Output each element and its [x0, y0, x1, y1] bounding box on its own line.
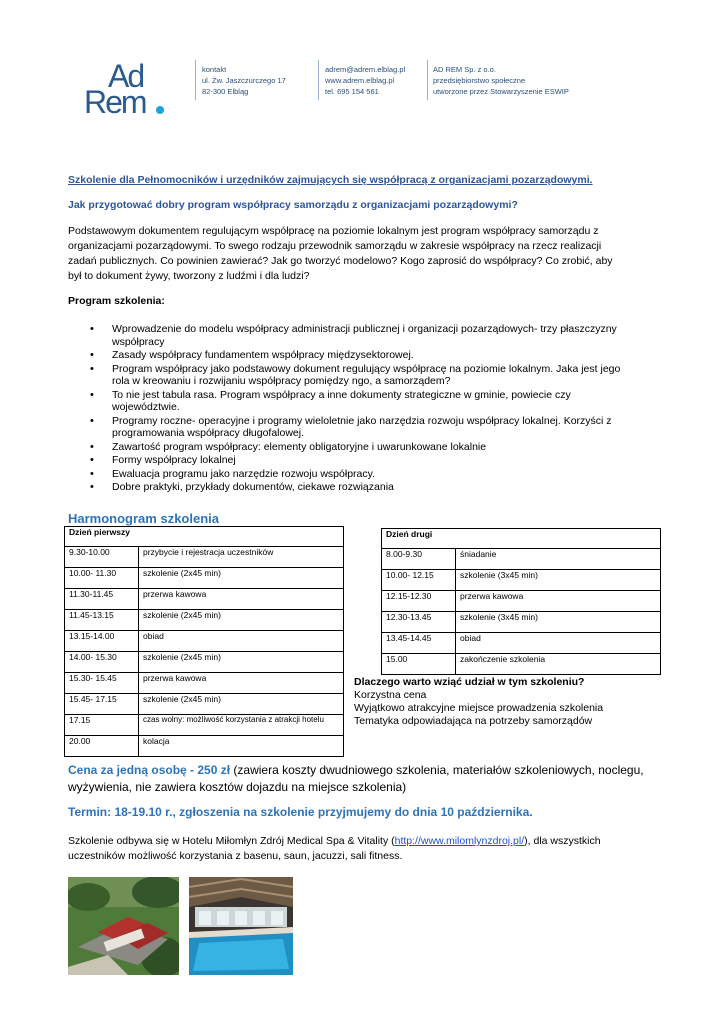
- header-online: [325, 64, 405, 97]
- table-row: 13.45-14.45 obiad: [382, 633, 661, 654]
- header-divider: [195, 60, 196, 100]
- table-row: 12.30-13.45 szkolenie (3x45 min): [382, 612, 661, 633]
- table-row: 15.45- 17.15 szkolenie (2x45 min): [65, 694, 344, 715]
- list-item: • Zasady współpracy fundamentem współpracy międzysektorowej.: [68, 349, 668, 362]
- table-row: 15.00 zakończenie szkolenia: [382, 654, 661, 675]
- intro-line: organizacjami pozarządowymi. To swego rodzaju przewodnik samorządu w zakresie współpracy na rzecz realizacji: [68, 240, 602, 252]
- header-phone: tel. 695 154 561: [325, 87, 379, 96]
- table-row: 8.00-9.30 śniadanie: [382, 549, 661, 570]
- header-company-line: AD REM Sp. z o.o.: [433, 65, 496, 74]
- hotel-aerial-photo: [68, 877, 179, 975]
- price-details: (zawiera koszty dwudniowego szkolenia, materiałów szkoleniowych, noclegu,: [230, 763, 644, 777]
- table-row: 11.45-13.15 szkolenie (2x45 min): [65, 610, 344, 631]
- intro-line: Podstawowym dokumentem regulującym współpracę na poziomie lokalnym jest program współpracy samorządu z: [68, 225, 599, 237]
- table-row: 13.15-14.00 obiad: [65, 631, 344, 652]
- day2-table: [381, 528, 661, 675]
- list-item: • Dobre praktyki, przykłady dokumentów, ciekawe rozwiązania: [68, 481, 668, 494]
- list-item: • Ewaluacja programu jako narzędzie rozwoju współpracy.: [68, 468, 668, 481]
- header-contact-line: ul. Żw. Jaszczurczego 17: [202, 76, 286, 85]
- header-divider: [427, 60, 428, 100]
- schedule-heading: Harmonogram szkolenia: [68, 511, 219, 526]
- table-row: 9.30-10.00 przybycie i rejestracja uczestników: [65, 547, 344, 568]
- table-row: 17.15 czas wolny: możliwość korzystania z atrakcji hotelu: [65, 715, 344, 736]
- price-details-2: wyżywienia, nie zawiera kosztów dojazdu na miejsce szkolenia): [68, 780, 407, 794]
- header-company: [433, 64, 569, 97]
- hotel-info: Szkolenie odbywa się w Hotelu Miłomłyn Zdrój Medical Spa & Vitality (http://www.milomlynzdroj.pl/), dla wszystkich uczestników możliwość korzystania z basenu, saun, jacuzzi, sali fitness.: [68, 835, 601, 862]
- table-row: 12.15-12.30 przerwa kawowa: [382, 591, 661, 612]
- header-contact-line: 82-300 Elbląg: [202, 87, 249, 96]
- table-row: 10.00- 12.15 szkolenie (3x45 min): [382, 570, 661, 591]
- list-item: • To nie jest tabula rasa. Program współpracy a inne dokumenty strategiczne w gminie, powiecie czy województwie.: [68, 389, 668, 414]
- intro-line: był to dokument żywy, tworzony z ludźmi i dla ludzi?: [68, 270, 310, 282]
- document-title: Szkolenie dla Pełnomocników i urzędników zajmujących się współpracą z organizacjami pozarządowymi.: [68, 174, 593, 186]
- list-item: • Program współpracy jako podstawowy dokument regulujący współpracę na poziomie lokalnym. Jaka jest jego rola w kreowaniu i rozwijaniu współpracy pomiędzy ngo, a samorządem?: [68, 363, 668, 388]
- header-email[interactable]: adrem@adrem.elblag.pl: [325, 65, 406, 74]
- logo-dot-icon: [156, 106, 164, 114]
- why-item: Korzystna cena: [354, 689, 427, 701]
- day2-heading: Dzień drugi: [382, 529, 661, 549]
- table-row: 15.30- 15.45 przerwa kawowa: [65, 673, 344, 694]
- list-item: • Zawartość program współpracy: elementy obligatoryjne i uwarunkowane lokalnie: [68, 441, 668, 454]
- term-info: Termin: 18-19.10 r., zgłoszenia na szkolenie przyjmujemy do dnia 10 października.: [68, 805, 533, 819]
- list-item: • Wprowadzenie do modelu współpracy administracji publicznej i organizacji pozarządowych- trzy płaszczyzny współpracy: [68, 323, 668, 348]
- day1-table: [64, 526, 344, 757]
- table-row: 20.00 kolacja: [65, 736, 344, 757]
- list-item: • Programy roczne- operacyjne i programy wieloletnie jako narzędzia rozwoju współpracy lokalnej. Korzyści z programowania współpracy długofalowej.: [68, 415, 668, 440]
- header-company-line: utworzone przez Stowarzyszenie ESWIP: [433, 87, 569, 96]
- header-company-line: przedsiębiorstwo społeczne: [433, 76, 526, 85]
- hotel-link[interactable]: http://www.milomlynzdroj.pl/: [394, 835, 525, 847]
- intro-paragraph: [68, 224, 658, 284]
- why-item: Tematyka odpowiadająca na potrzeby samorządów: [354, 715, 593, 727]
- price-info: [68, 762, 668, 796]
- intro-line: zadań publicznych. Co powinien zawierać? Jak go tworzyć modelowo? Kogo zaprosić do współpracy? Co zrobić, aby: [68, 255, 613, 267]
- hotel-pool-photo: [189, 877, 293, 975]
- why-item: Wyjątkowo atrakcyjne miejsce prowadzenia szkolenia: [354, 702, 604, 714]
- price-lead: Cena za jedną osobę - 250 zł: [68, 763, 231, 777]
- program-list: [68, 323, 668, 495]
- document-question: Jak przygotować dobry program współpracy samorządu z organizacjami pozarządowymi?: [68, 199, 518, 211]
- logo-text-rem: Rem: [84, 84, 146, 120]
- header-divider: [318, 60, 319, 100]
- adrem-logo: [82, 55, 182, 125]
- logo-text-ad: Ad: [108, 58, 144, 94]
- header-contact-line: kontakt: [202, 65, 227, 74]
- program-heading: Program szkolenia:: [68, 295, 165, 307]
- header-contact: [202, 64, 286, 97]
- why-heading: Dlaczego warto wziąć udział w tym szkoleniu?: [354, 676, 585, 688]
- table-row: 10.00- 11.30 szkolenie (2x45 min): [65, 568, 344, 589]
- day1-heading: Dzień pierwszy: [65, 527, 344, 547]
- list-item: • Formy współpracy lokalnej: [68, 454, 668, 467]
- table-row: 14.00- 15.30 szkolenie (2x45 min): [65, 652, 344, 673]
- table-row: 11.30-11.45 przerwa kawowa: [65, 589, 344, 610]
- header-website[interactable]: www.adrem.elblag.pl: [325, 76, 395, 85]
